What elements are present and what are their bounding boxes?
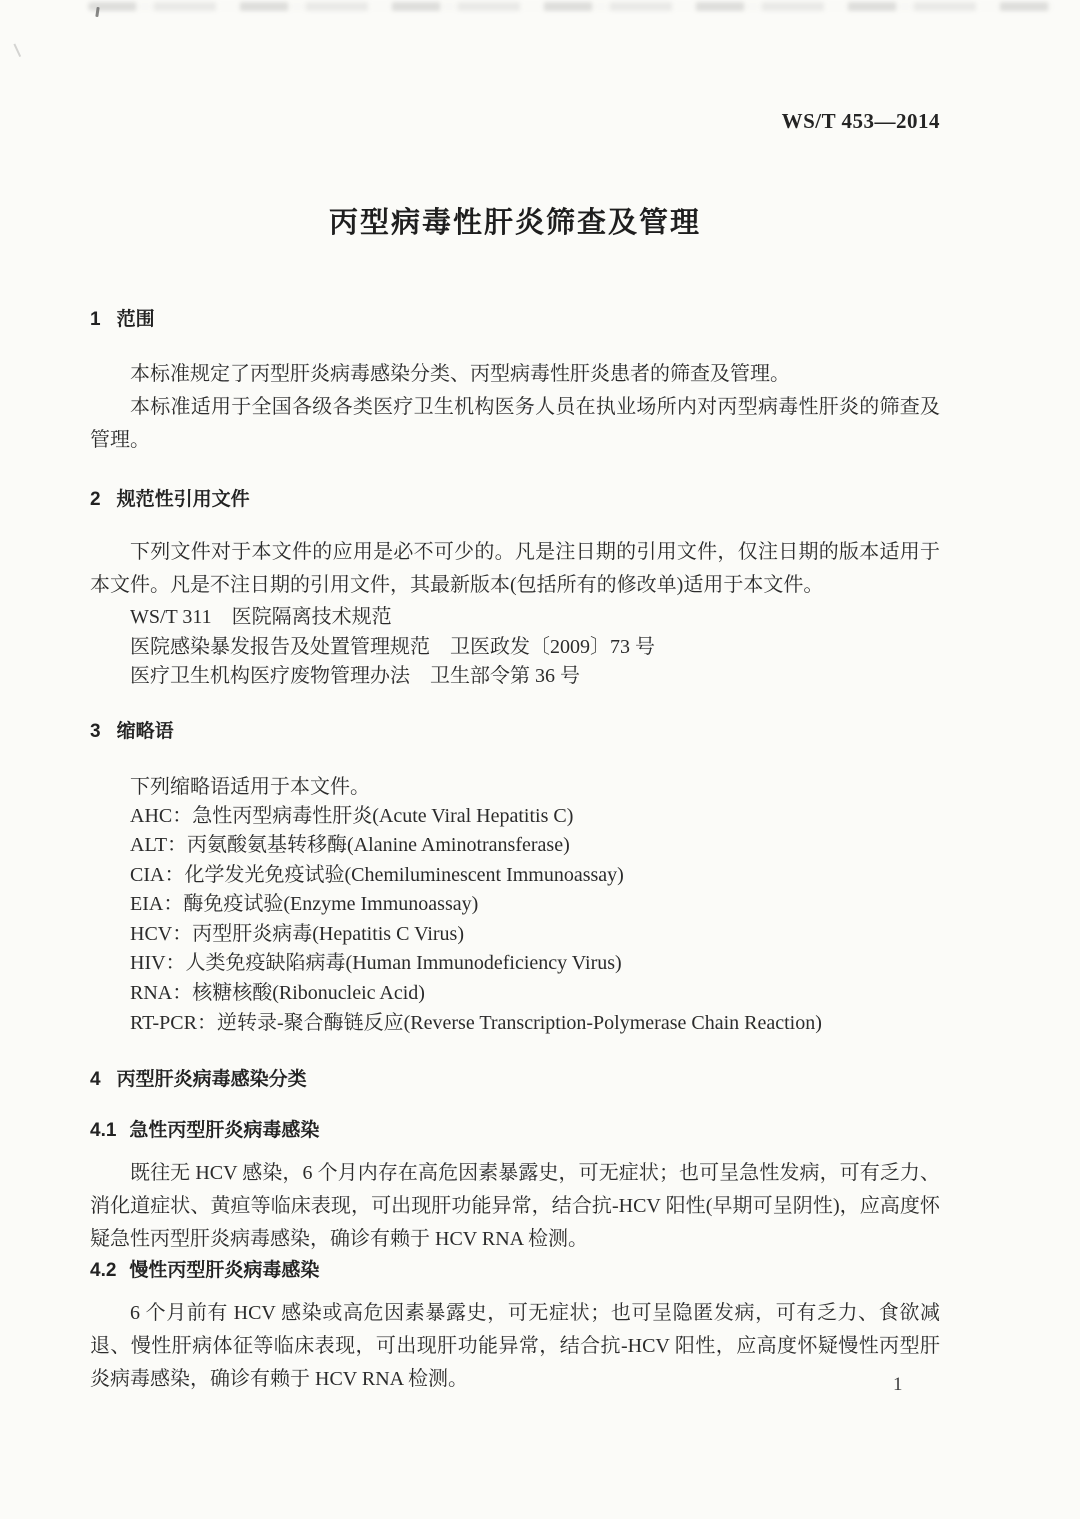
normative-references-intro: 下列文件对于本文件的应用是必不可少的。凡是注日期的引用文件，仅注日期的版本适用于本文件。凡是不注日期的引用文件，其最新版本(包括所有的修改单)适用于本文件。 <box>90 541 940 596</box>
section-1-title: 范围 <box>116 309 155 330</box>
section-3-number: 3 <box>90 720 101 742</box>
standard-number: WS/T 453—2014 <box>781 109 940 133</box>
section-4-1-number: 4.1 <box>90 1120 117 1142</box>
scan-artifact <box>13 41 26 57</box>
page-content <box>90 0 940 1396</box>
scope-paragraph-1: 本标准规定了丙型肝炎病毒感染分类、丙型病毒性肝炎患者的筛查及管理。 <box>130 363 790 385</box>
reference-list <box>90 603 940 692</box>
section-4-number: 4 <box>90 1069 101 1091</box>
abbreviation-item: RNA：核糖核酸(Ribonucleic Acid) <box>130 982 425 1005</box>
section-4-1-heading <box>90 1118 940 1144</box>
section-1-heading <box>90 306 940 334</box>
section-2-number: 2 <box>90 489 101 510</box>
abbreviation-item: CIA：化学发光免疫试验(Chemiluminescent Immunoassay) <box>130 863 624 886</box>
page-number: 1 <box>893 1374 903 1395</box>
section-2-title: 规范性引用文件 <box>116 489 250 510</box>
reference-item: 医院感染暴发报告及处置管理规范 卫医政发〔2009〕73 号 <box>130 635 655 658</box>
abbreviation-item: HCV：丙型肝炎病毒(Hepatitis C Virus) <box>130 922 464 945</box>
section-1-number: 1 <box>90 309 101 330</box>
abbreviation-list <box>90 802 940 1039</box>
section-3-title: 缩略语 <box>116 720 174 742</box>
section-4-2-heading <box>90 1258 940 1284</box>
scope-paragraph-2: 本标准适用于全国各级各类医疗卫生机构医务人员在执业场所内对丙型病毒性肝炎的筛查及管理。 <box>90 396 940 451</box>
abbreviation-item: RT-PCR：逆转录-聚合酶链反应(Reverse Transcription-Polymerase Chain Reaction) <box>130 1011 822 1034</box>
document-title: 丙型病毒性肝炎筛查及管理 <box>328 207 701 239</box>
section-3-heading <box>90 718 940 746</box>
section-4-1-title: 急性丙型肝炎病毒感染 <box>129 1120 320 1142</box>
chronic-infection-paragraph: 6 个月前有 HCV 感染或高危因素暴露史，可无症状；也可呈隐匿发病，可有乏力、食欲减退、慢性肝病体征等临床表现，可出现肝功能异常，结合抗-HCV 阳性，应高度怀疑慢性丙型肝炎病毒感染，确诊有赖于 HCV RNA 检测。 <box>90 1302 940 1391</box>
section-4-2-number: 4.2 <box>90 1260 117 1282</box>
abbreviation-item: HIV：人类免疫缺陷病毒(Human Immunodeficiency Virus) <box>130 952 622 975</box>
reference-item: 医疗卫生机构医疗废物管理办法 卫生部令第 36 号 <box>130 665 580 687</box>
abbreviation-item: EIA：酶免疫试验(Enzyme Immunoassay) <box>130 893 479 916</box>
section-4-heading <box>90 1066 940 1094</box>
section-2-heading <box>90 486 940 514</box>
acute-infection-paragraph: 既往无 HCV 感染，6 个月内存在高危因素暴露史，可无症状；也可呈急性发病，可有乏力、消化道症状、黄疸等临床表现，可出现肝功能异常，结合抗-HCV 阳性(早期可呈阴性)，应高度怀疑急性丙型肝炎病毒感染，确诊有赖于 HCV RNA 检测。 <box>90 1162 940 1251</box>
abbreviations-intro: 下列缩略语适用于本文件。 <box>130 775 370 798</box>
reference-item: WS/T 311 医院隔离技术规范 <box>130 606 392 628</box>
abbreviation-item: ALT：丙氨酸氨基转移酶(Alanine Aminotransferase) <box>130 834 570 857</box>
section-4-2-title: 慢性丙型肝炎病毒感染 <box>129 1260 320 1282</box>
abbreviation-item: AHC：急性丙型病毒性肝炎(Acute Viral Hepatitis C) <box>130 804 574 827</box>
section-4-title: 丙型肝炎病毒感染分类 <box>116 1069 307 1091</box>
